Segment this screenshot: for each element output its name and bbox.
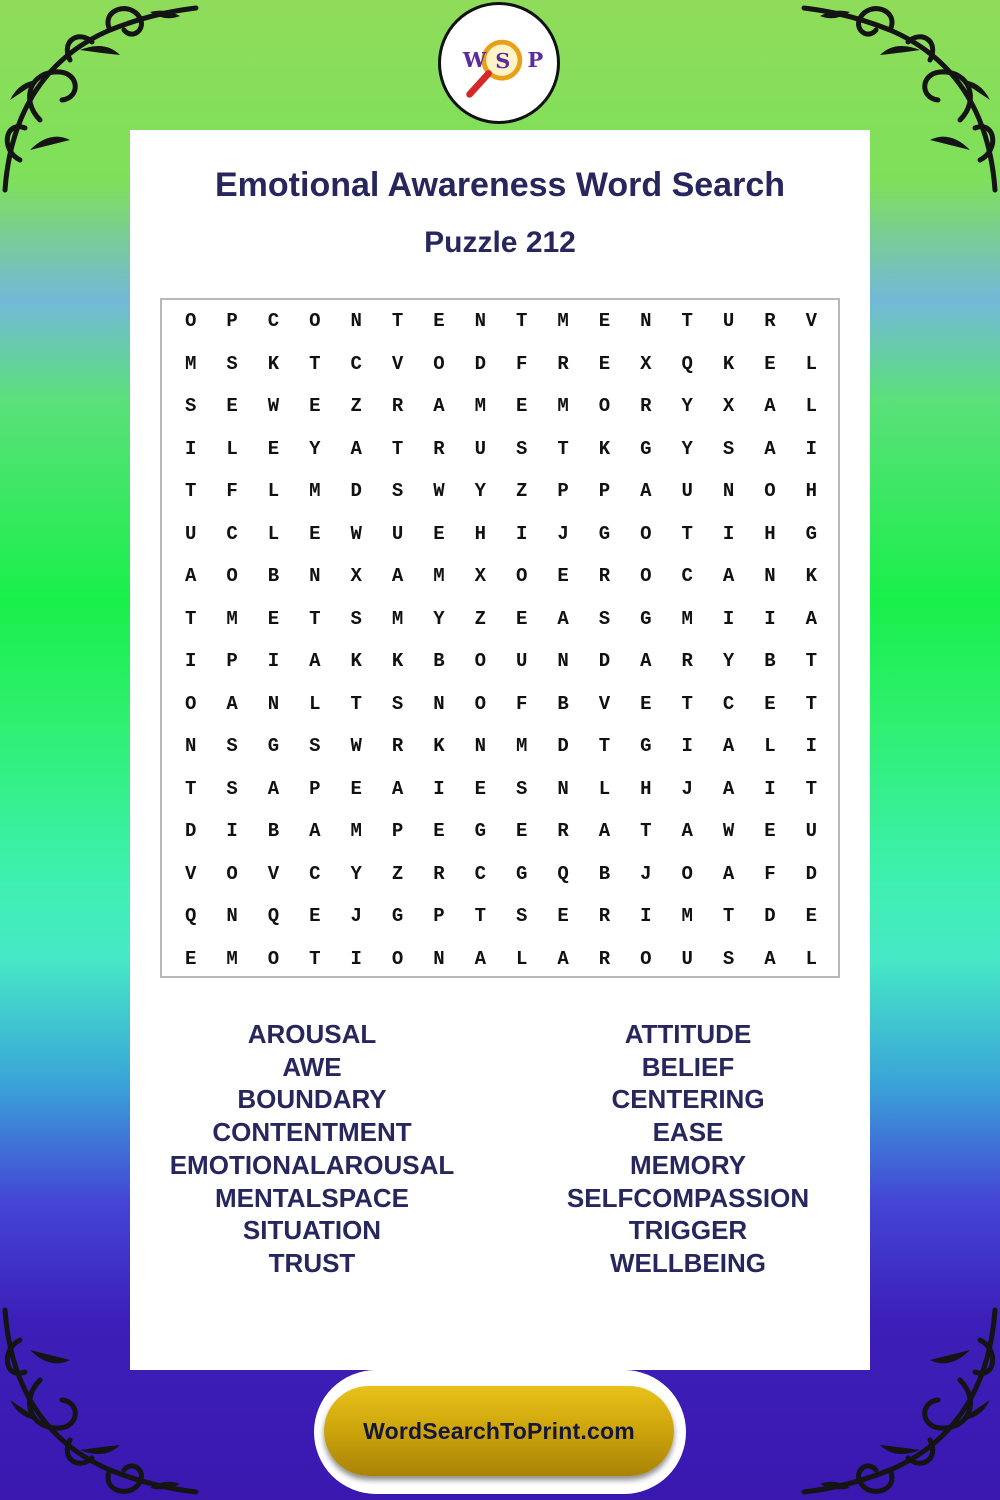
- grid-cell: O: [640, 565, 652, 588]
- grid-cell: Y: [474, 480, 487, 503]
- grid-cell: C: [474, 862, 487, 885]
- grid-cell: T: [391, 310, 404, 333]
- grid-cell: L: [805, 947, 818, 970]
- site-link-label: WordSearchToPrint.com: [363, 1417, 635, 1444]
- grid-cell: S: [309, 735, 321, 758]
- grid-cell: T: [681, 310, 693, 333]
- grid-cell: E: [805, 905, 818, 928]
- grid-cell: W: [267, 395, 280, 418]
- grid-cell: G: [391, 905, 404, 928]
- grid-cell: E: [350, 777, 362, 800]
- grid-cell: E: [515, 820, 528, 843]
- grid-cell: O: [391, 947, 404, 970]
- grid-cell: T: [391, 437, 404, 460]
- grid-cell: E: [557, 905, 569, 928]
- grid-cell: I: [640, 905, 652, 928]
- word-item: AWE: [282, 1051, 342, 1082]
- grid-cell: N: [433, 947, 445, 970]
- grid-cell: M: [309, 480, 321, 503]
- grid-cell: A: [350, 437, 362, 460]
- grid-cell: R: [557, 352, 569, 375]
- grid-cell: W: [433, 480, 445, 503]
- grid-cell: M: [515, 735, 528, 758]
- grid-cell: A: [226, 692, 238, 715]
- grid-cell: B: [598, 862, 611, 885]
- grid-cell: O: [640, 947, 652, 970]
- word-item: CONTENTMENT: [212, 1117, 412, 1148]
- grid-cell: B: [267, 820, 280, 843]
- grid-cell: U: [681, 947, 693, 970]
- word-list: [130, 1018, 870, 1288]
- grid-cell: A: [722, 862, 735, 885]
- grid-cell: U: [722, 310, 735, 333]
- grid-cell: T: [557, 437, 569, 460]
- grid-cell: R: [557, 820, 569, 843]
- grid-cell: A: [805, 607, 818, 630]
- grid-cell: S: [515, 777, 528, 800]
- grid-cell: X: [474, 565, 487, 588]
- grid-cell: T: [184, 777, 197, 800]
- grid-cell: K: [805, 565, 818, 588]
- word-item: AROUSAL: [247, 1019, 377, 1049]
- grid-cell: E: [515, 395, 528, 418]
- logo-letter-p: P: [527, 46, 544, 72]
- grid-cell: D: [474, 352, 487, 375]
- grid-cell: I: [681, 735, 693, 758]
- grid-cell: I: [184, 437, 197, 460]
- grid-cell: A: [640, 650, 652, 673]
- logo-letter-s: S: [495, 47, 511, 73]
- grid-cell: F: [226, 480, 238, 503]
- grid-cell: T: [309, 607, 321, 630]
- grid-cell: A: [391, 565, 404, 588]
- grid-cell: T: [515, 310, 528, 333]
- grid-cell: K: [267, 352, 280, 375]
- grid-cell: R: [640, 395, 652, 418]
- grid-cell: L: [805, 352, 818, 375]
- grid-cell: O: [184, 310, 197, 333]
- grid-cell: R: [598, 905, 611, 928]
- grid-cell: O: [640, 522, 652, 545]
- grid-cell: I: [350, 947, 362, 970]
- grid-cell: S: [598, 607, 611, 630]
- grid-cell: Z: [350, 395, 362, 418]
- grid-cell: S: [515, 905, 528, 928]
- grid-cell: D: [805, 862, 818, 885]
- site-link-button[interactable]: [324, 1386, 674, 1476]
- word-item: EMOTIONALAROUSAL: [169, 1149, 455, 1180]
- grid-cell: Y: [681, 437, 693, 460]
- grid-cell: D: [557, 735, 569, 758]
- grid-cell: C: [722, 692, 735, 715]
- grid-cell: H: [474, 522, 487, 545]
- grid-cell: N: [433, 692, 445, 715]
- grid-cell: E: [598, 310, 611, 333]
- grid-cell: L: [267, 522, 280, 545]
- grid-cell: S: [391, 692, 404, 715]
- grid-cell: L: [764, 735, 776, 758]
- grid-cell: P: [309, 777, 321, 800]
- grid-cell: H: [805, 480, 818, 503]
- word-item: EASE: [652, 1117, 724, 1148]
- grid-cell: E: [267, 437, 280, 460]
- grid-cell: J: [350, 905, 362, 928]
- grid-cell: W: [722, 820, 735, 843]
- grid-cell: A: [722, 735, 735, 758]
- grid-cell: K: [391, 650, 404, 673]
- grid-cell: L: [267, 480, 280, 503]
- grid-cell: E: [640, 692, 652, 715]
- grid-cell: N: [309, 565, 321, 588]
- wsp-logo: [438, 2, 560, 124]
- word-item: BOUNDARY: [237, 1084, 387, 1115]
- grid-cell: G: [640, 735, 652, 758]
- grid-cell: M: [391, 607, 404, 630]
- grid-cell: B: [433, 650, 445, 673]
- grid-cell: E: [309, 905, 321, 928]
- grid-cell: I: [764, 777, 776, 800]
- grid-cell: T: [598, 735, 611, 758]
- grid-cell: I: [764, 607, 776, 630]
- grid-cell: M: [226, 607, 238, 630]
- grid-cell: O: [474, 650, 487, 673]
- grid-cell: M: [557, 310, 569, 333]
- grid-cell: B: [557, 692, 569, 715]
- grid-cell: S: [184, 395, 197, 418]
- grid-cell: C: [681, 565, 693, 588]
- grid-cell: E: [433, 820, 445, 843]
- grid-cell: R: [433, 862, 445, 885]
- grid-cell: K: [598, 437, 611, 460]
- grid-cell: A: [309, 650, 321, 673]
- grid-cell: Y: [350, 862, 362, 885]
- grid-cell: C: [267, 310, 280, 333]
- word-item: TRIGGER: [628, 1215, 748, 1246]
- grid-cell: E: [184, 947, 197, 970]
- grid-cell: G: [640, 607, 652, 630]
- grid-cell: O: [309, 310, 321, 333]
- grid-cell: T: [681, 692, 693, 715]
- grid-cell: R: [764, 310, 776, 333]
- grid-cell: T: [184, 607, 197, 630]
- grid-cell: A: [391, 777, 404, 800]
- grid-cell: T: [309, 947, 321, 970]
- grid-cell: I: [805, 735, 818, 758]
- grid-cell: O: [184, 692, 197, 715]
- grid-cell: W: [350, 522, 362, 545]
- grid-cell: P: [557, 480, 569, 503]
- grid-cell: N: [764, 565, 776, 588]
- grid-cell: A: [722, 777, 735, 800]
- grid-cell: I: [515, 522, 528, 545]
- grid-cell: E: [557, 565, 569, 588]
- grid-cell: T: [474, 905, 487, 928]
- grid-cell: B: [764, 650, 776, 673]
- grid-cell: O: [226, 565, 238, 588]
- letter-grid: [160, 298, 840, 978]
- grid-cell: G: [515, 862, 528, 885]
- grid-cell: G: [598, 522, 611, 545]
- grid-cell: A: [474, 947, 487, 970]
- grid-cell: A: [309, 820, 321, 843]
- grid-cell: N: [184, 735, 197, 758]
- grid-cell: R: [391, 395, 404, 418]
- grid-cell: N: [350, 310, 362, 333]
- grid-cell: Y: [309, 437, 321, 460]
- grid-cell: M: [474, 395, 487, 418]
- grid-cell: P: [226, 310, 238, 333]
- grid-cell: U: [184, 522, 197, 545]
- grid-cell: B: [267, 565, 280, 588]
- grid-cell: N: [226, 905, 238, 928]
- grid-cell: G: [640, 437, 652, 460]
- grid-cell: O: [433, 352, 445, 375]
- grid-cell: S: [722, 437, 735, 460]
- grid-cell: R: [598, 565, 611, 588]
- grid-cell: S: [226, 735, 238, 758]
- grid-cell: D: [764, 905, 776, 928]
- grid-cell: I: [433, 777, 445, 800]
- grid-cell: S: [722, 947, 735, 970]
- grid-cell: M: [681, 905, 693, 928]
- grid-cell: R: [391, 735, 404, 758]
- grid-cell: A: [640, 480, 652, 503]
- grid-cell: V: [267, 862, 280, 885]
- grid-cell: E: [433, 310, 445, 333]
- grid-cell: O: [598, 395, 611, 418]
- word-item: SELFCOMPASSION: [566, 1182, 810, 1213]
- word-item: MEMORY: [629, 1149, 747, 1180]
- grid-cell: H: [640, 777, 652, 800]
- word-item: TRUST: [268, 1247, 356, 1278]
- grid-cell: N: [722, 480, 735, 503]
- grid-cell: Q: [557, 862, 569, 885]
- grid-cell: Z: [515, 480, 528, 503]
- grid-cell: E: [433, 522, 445, 545]
- grid-cell: Q: [184, 905, 197, 928]
- grid-cell: S: [515, 437, 528, 460]
- grid-cell: X: [350, 565, 362, 588]
- grid-cell: Z: [474, 607, 487, 630]
- grid-cell: A: [598, 820, 611, 843]
- grid-cell: T: [805, 692, 818, 715]
- word-item: WELLBEING: [610, 1247, 766, 1278]
- grid-cell: A: [722, 565, 735, 588]
- grid-cell: S: [226, 777, 238, 800]
- logo-letter-w: W: [462, 46, 487, 72]
- grid-cell: I: [722, 522, 735, 545]
- grid-cell: W: [350, 735, 362, 758]
- grid-cell: E: [764, 820, 776, 843]
- grid-cell: E: [309, 395, 321, 418]
- grid-cell: J: [640, 862, 652, 885]
- word-item: BELIEF: [641, 1051, 735, 1082]
- grid-cell: R: [681, 650, 693, 673]
- grid-cell: U: [474, 437, 487, 460]
- grid-cell: G: [267, 735, 280, 758]
- grid-cell: H: [764, 522, 776, 545]
- grid-cell: K: [722, 352, 735, 375]
- grid-cell: O: [474, 692, 487, 715]
- grid-cell: I: [805, 437, 818, 460]
- grid-cell: P: [598, 480, 611, 503]
- grid-cell: E: [267, 607, 280, 630]
- grid-cell: E: [515, 607, 528, 630]
- grid-cell: A: [433, 395, 445, 418]
- grid-cell: O: [515, 565, 528, 588]
- grid-cell: T: [805, 650, 818, 673]
- grid-cell: D: [184, 820, 197, 843]
- grid-cell: R: [598, 947, 611, 970]
- grid-cell: E: [598, 352, 611, 375]
- page-title: Emotional Awareness Word Search: [215, 166, 785, 204]
- grid-cell: E: [309, 522, 321, 545]
- grid-cell: Y: [681, 395, 693, 418]
- grid-cell: O: [681, 862, 693, 885]
- grid-cell: I: [226, 820, 238, 843]
- grid-cell: M: [681, 607, 693, 630]
- grid-cell: X: [640, 352, 652, 375]
- grid-cell: N: [557, 650, 569, 673]
- grid-cell: N: [474, 310, 487, 333]
- grid-cell: L: [309, 692, 321, 715]
- grid-cell: S: [226, 352, 238, 375]
- grid-cell: F: [515, 352, 528, 375]
- grid-cell: U: [805, 820, 818, 843]
- word-item: CENTERING: [611, 1084, 765, 1115]
- grid-cell: V: [598, 692, 611, 715]
- grid-cell: A: [764, 437, 776, 460]
- grid-cell: P: [433, 905, 445, 928]
- grid-cell: T: [184, 480, 197, 503]
- grid-cell: T: [350, 692, 362, 715]
- grid-cell: L: [226, 437, 238, 460]
- grid-cell: I: [267, 650, 280, 673]
- grid-cell: M: [226, 947, 238, 970]
- grid-cell: U: [681, 480, 693, 503]
- grid-cell: T: [640, 820, 652, 843]
- word-list-left-column: [132, 1018, 492, 1280]
- word-item: SITUATION: [242, 1215, 382, 1246]
- puzzle-number: Puzzle 212: [424, 226, 576, 259]
- word-item: ATTITUDE: [624, 1019, 752, 1049]
- grid-cell: D: [350, 480, 362, 503]
- grid-cell: L: [598, 777, 611, 800]
- grid-cell: A: [267, 777, 280, 800]
- grid-cell: G: [805, 522, 818, 545]
- puzzle-sheet: [130, 130, 870, 1370]
- grid-cell: Y: [433, 607, 445, 630]
- grid-cell: O: [764, 480, 776, 503]
- grid-cell: U: [391, 522, 404, 545]
- grid-cell: Q: [267, 905, 280, 928]
- grid-cell: D: [598, 650, 611, 673]
- grid-cell: T: [309, 352, 321, 375]
- grid-cell: N: [640, 310, 652, 333]
- grid-cell: U: [515, 650, 528, 673]
- grid-cell: T: [805, 777, 818, 800]
- grid-cell: G: [474, 820, 487, 843]
- grid-cell: R: [433, 437, 445, 460]
- grid-cell: V: [391, 352, 404, 375]
- grid-cell: L: [805, 395, 818, 418]
- grid-cell: M: [433, 565, 445, 588]
- grid-cell: N: [557, 777, 569, 800]
- grid-cell: M: [350, 820, 362, 843]
- grid-cell: Z: [391, 862, 404, 885]
- grid-cell: A: [557, 607, 569, 630]
- grid-cell: N: [267, 692, 280, 715]
- grid-cell: J: [681, 777, 693, 800]
- grid-cell: T: [681, 522, 693, 545]
- word-item: MENTALSPACE: [214, 1182, 410, 1213]
- grid-cell: E: [226, 395, 238, 418]
- grid-cell: C: [350, 352, 362, 375]
- grid-cell: M: [184, 352, 197, 375]
- grid-cell: X: [722, 395, 735, 418]
- grid-cell: P: [391, 820, 404, 843]
- grid-cell: J: [557, 522, 569, 545]
- grid-cell: A: [764, 395, 776, 418]
- word-list-right-column: [508, 1018, 868, 1280]
- grid-cell: T: [722, 905, 735, 928]
- grid-cell: F: [515, 692, 528, 715]
- grid-cell: P: [226, 650, 238, 673]
- grid-cell: O: [267, 947, 280, 970]
- grid-cell: E: [764, 692, 776, 715]
- grid-cell: I: [184, 650, 197, 673]
- grid-cell: S: [350, 607, 362, 630]
- grid-cell: S: [391, 480, 404, 503]
- grid-cell: C: [309, 862, 321, 885]
- grid-cell: I: [722, 607, 735, 630]
- grid-cell: M: [557, 395, 569, 418]
- grid-cell: F: [764, 862, 776, 885]
- grid-cell: A: [557, 947, 569, 970]
- grid-cell: O: [226, 862, 238, 885]
- grid-cell: A: [764, 947, 776, 970]
- grid-cell: E: [474, 777, 487, 800]
- grid-cell: E: [764, 352, 776, 375]
- grid-cell: C: [226, 522, 238, 545]
- grid-cell: Y: [722, 650, 735, 673]
- grid-cell: N: [474, 735, 487, 758]
- grid-cell: K: [433, 735, 445, 758]
- grid-cell: V: [805, 310, 818, 333]
- grid-cell: Q: [681, 352, 693, 375]
- grid-cell: A: [184, 565, 197, 588]
- grid-cell: A: [681, 820, 693, 843]
- grid-cell: K: [350, 650, 362, 673]
- grid-cell: L: [515, 947, 528, 970]
- grid-cell: V: [184, 862, 197, 885]
